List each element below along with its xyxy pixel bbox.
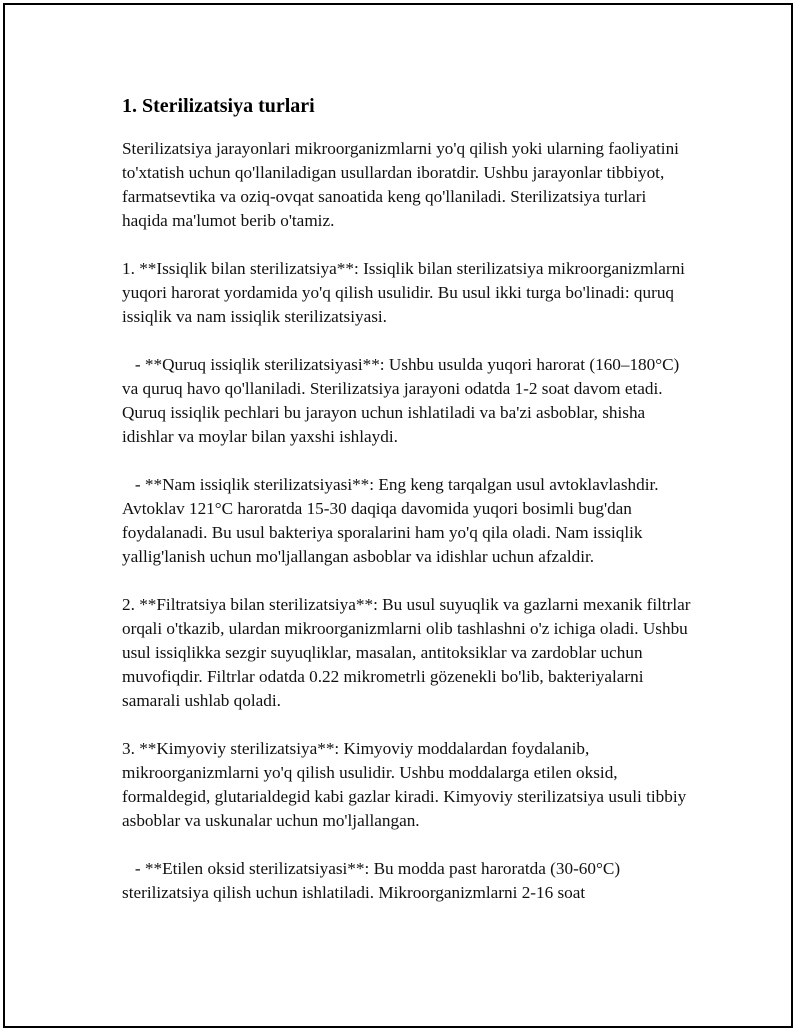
- paragraph-heat-sterilization: 1. **Issiqlik bilan sterilizatsiya**: Issiqlik bilan sterilizatsiya mikroorganizmlarni yuqori harorat yordamida yo'q qilish usulidir. Bu usul ikki turga bo'linadi: quruq issiqlik va nam issiqlik sterilizatsiyasi.: [122, 259, 690, 326]
- paragraph-filtration: 2. **Filtratsiya bilan sterilizatsiya**: Bu usul suyuqlik va gazlarni mexanik filtrlar orqali o'tkazib, ulardan mikroorganizmlarni olib tashlashni o'z ichiga oladi. Ushbu usul issiqlikka sezgir suyuqliklar, masalan, antitoksiklar va zardoblar uchun muvofiqdir. Filtrlar odatda 0.22 mikrometrli gözenekli bo'lib, bakteriyalarni samarali ushlab qoladi.: [122, 595, 695, 710]
- document-body: [122, 93, 695, 929]
- paragraph-dry-heat: - **Quruq issiqlik sterilizatsiyasi**: Ushbu usulda yuqori harorat (160–180°C) va quruq havo qo'llaniladi. Sterilizatsiya jarayoni odatda 1-2 soat davom etadi. Quruq issiqlik pechlari bu jarayon uchun ishlatiladi va ba'zi asboblar, shisha idishlar va moylar bilan yaxshi ishlaydi.: [122, 355, 684, 446]
- paragraph-intro: Sterilizatsiya jarayonlari mikroorganizmlarni yo'q qilish yoki ularning faoliyatini to'xtatish uchun qo'llaniladigan usullardan iboratdir. Ushbu jarayonlar tibbiyot, farmatsevtika va oziq-ovqat sanoatida keng qo'llaniladi. Sterilizatsiya turlari haqida ma'lumot berib o'tamiz.: [122, 139, 684, 230]
- paragraph-moist-heat: - **Nam issiqlik sterilizatsiyasi**: Eng keng tarqalgan usul avtoklavlashdir. Avtoklav 121°C haroratda 15-30 daqiqa davomida yuqori bosimli bug'dan foydalanadi. Bu usul bakteriya sporalarini ham yo'q qila oladi. Nam issiqlik yallig'lanish uchun mo'ljallangan asboblar va idishlar uchun afzaldir.: [122, 475, 662, 566]
- section-heading: 1. Sterilizatsiya turlari: [122, 95, 315, 117]
- paragraph-chemical: 3. **Kimyoviy sterilizatsiya**: Kimyoviy moddalardan foydalanib, mikroorganizmlarni yo'q qilish usulidir. Ushbu moddalarga etilen oksid, formaldegid, glutarialdegid kabi gazlar kiradi. Kimyoviy sterilizatsiya usuli tibbiy asboblar va uskunalar uchun mo'ljallangan.: [122, 739, 691, 830]
- page-frame: [3, 3, 793, 1028]
- paragraph-ethylene-oxide: - **Etilen oksid sterilizatsiyasi**: Bu modda past haroratda (30-60°C) sterilizatsiya qilish uchun ishlatiladi. Mikroorganizmlarni 2-16 soat: [122, 859, 625, 902]
